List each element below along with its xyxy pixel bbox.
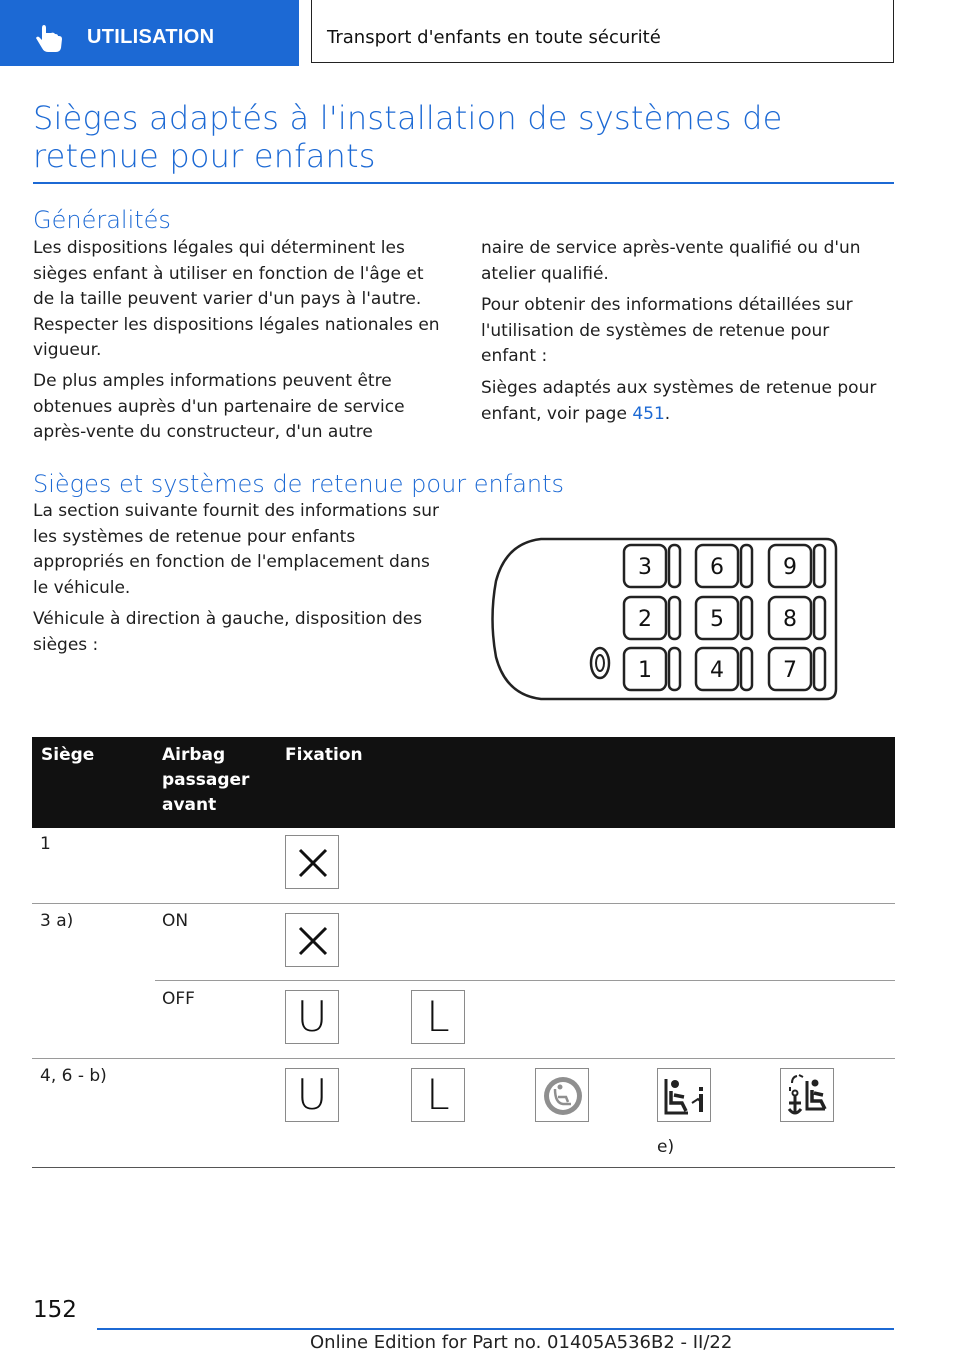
hand-pointer-icon [34,24,66,54]
seat-number-label: 5 [710,607,724,632]
symbol-letter-l: L [426,992,450,1041]
general-paragraph-2-continued: naire de service après-vente qualifié ou d'un atelier qualifié. [481,238,861,284]
isize-icon [657,1068,711,1122]
edition-note: Online Edition for Part no. 01405A536B2 - II/22 [310,1332,733,1353]
page-title: Sièges adaptés à l'installation de systèmes de retenue pour enfants [33,99,783,175]
symbol-letter-u: U [296,1070,328,1119]
header-seat: Siège [41,745,95,765]
seat-9 [769,545,825,587]
page-number: 152 [33,1297,77,1323]
crossref-text: Sièges adaptés aux systèmes de retenue pour enfant, voir page [481,378,877,424]
seat-3 [624,545,680,587]
seat-4 [696,648,752,690]
subsection-box [311,0,894,63]
table-header [32,737,895,828]
seat-8 [769,597,825,639]
general-paragraph-3: Pour obtenir des informations détaillées sur l'utilisation de systèmes de retenue pour enfant : [481,295,853,366]
seat-6 [696,545,752,587]
seat-layout-diagram [481,527,841,711]
title-divider [33,182,894,184]
general-paragraph-4 [481,376,896,427]
crossref-end: . [664,403,671,424]
subsection-label: Transport d'enfants en toute sécurité [327,27,661,48]
heading-seats: Sièges et systèmes de retenue pour enfants [33,470,565,498]
seat-number-label: 2 [638,607,652,632]
seat-5 [696,597,752,639]
seat-number-label: 3 [638,555,652,580]
seats-paragraph-1: La section suivante fournit des informations sur les systèmes de retenue pour enfants appropriés en fonction de l'emplacement dans le véhicule. [33,501,439,598]
isofix-u-symbol [285,1068,339,1122]
header-fixation: Fixation [285,745,363,765]
row4-seat: 4, 6 - b) [40,1066,107,1086]
seat-7 [769,648,825,690]
row-divider [155,980,895,981]
heading-general: Généralités [33,206,171,234]
row2-seat: 3 a) [40,911,74,931]
seat-number-label: 6 [710,555,724,580]
x-icon [285,913,339,967]
seat-number-label: 7 [783,658,797,683]
seats-paragraph-2: Véhicule à direction à gauche, disposition des sièges : [33,609,423,655]
isofix-l-symbol [411,990,465,1044]
row1-seat: 1 [40,834,51,854]
seat-number-label: 8 [783,607,797,632]
section-tab [0,0,299,66]
page-link[interactable]: 451 [632,403,665,424]
x-icon [285,835,339,889]
row-divider [32,1058,895,1059]
seat-number-label: 4 [710,658,724,683]
section-label: UTILISATION [87,26,215,48]
isofix-icon [780,1068,834,1122]
symbol-letter-u: U [296,992,328,1041]
general-paragraph-2: De plus amples informations peuvent être obtenues auprès d'un partenaire de service après-vente du constructeur, d'un autre [33,371,405,442]
symbol-letter-l: L [426,1070,450,1119]
row3-airbag: OFF [162,989,195,1009]
footer-divider [97,1328,894,1330]
isofix-l-symbol [411,1068,465,1122]
seat-number-label: 1 [638,658,652,683]
table-bottom-rule [32,1167,895,1168]
steering-wheel-icon [591,648,609,678]
seat-number-label: 9 [783,555,797,580]
child-seat-icon [535,1068,589,1122]
row-divider [32,903,895,904]
seat-1 [624,648,680,690]
header-airbag: Airbag passager avant [162,745,250,815]
isofix-u-symbol [285,990,339,1044]
general-paragraph-1: Les dispositions légales qui déterminent les sièges enfant à utiliser en fonction de l'âge et de la taille peuvent varier d'un pays à l'autre. Respecter les dispositions légales nationales en vigueur. [33,238,440,360]
row2-airbag: ON [162,911,189,931]
row4-note: e) [657,1137,675,1157]
seat-2 [624,597,680,639]
